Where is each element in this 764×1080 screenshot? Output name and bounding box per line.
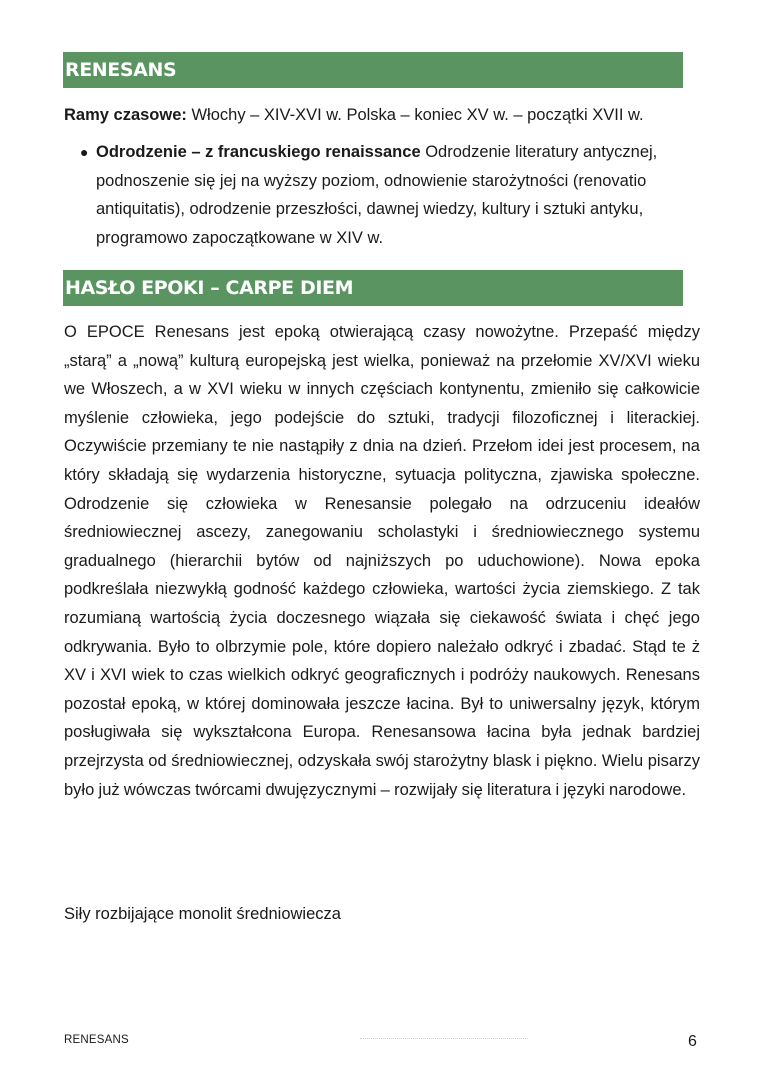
page-number: 6: [688, 1033, 697, 1050]
definition-text: Odrodzenie literatury antycznej, podnoszenie się jej na wyższy poziom, odnowienie starożytności (renovatio antiquitatis), odrodzenie przeszłości, dawnej wiedzy, kultury i sztuki antyku, programowo zapoczątkowane w XIV w.: [96, 143, 658, 247]
section-heading-carpe-diem: HASŁO EPOKI – CARPE DIEM: [63, 270, 683, 306]
subsection-line: Siły rozbijające monolit średniowiecza: [64, 905, 341, 923]
footer-label: RENESANS: [64, 1034, 129, 1046]
section-heading-renesans: RENESANS: [63, 52, 683, 88]
footer-divider: [360, 1038, 528, 1041]
epoch-description-paragraph: O EPOCE Renesans jest epoką otwierającą czasy nowożytne. Przepaść między „starą” a „nową” kulturą europejską jest wielka, ponieważ na przełomie XV/XVI wieku we Włoszech, a w XVI wieku w innych częściach kontynentu, zmieniło się całkowicie myślenie człowieka, jego podejście do sztuki, tradycji filozoficznej i literackiej. Oczywiście przemiany te nie nastąpiły z dnia na dzień. Przełom idei jest procesem, na który składają się wydarzenia historyczne, sytuacja polityczna, zjawiska społeczne. Odrodzenie się człowieka w Renesansie polegało na odrzuceniu ideałów średniowiecznej ascezy, zanegowaniu scholastyki i średniowiecznego systemu gradualnego (hierarchii bytów od najniższych po uduchowione). Nowa epoka podkreślała niezwykłą godność każdego człowieka, wartości życia ziemskiego. Z tak rozumianą wartością życia doczesnego wiązała się ciekawość świata i chęć jego odkrywania. Było to olbrzymie pole, które dopiero należało odkryć i zbadać. Stąd te ż XV i XVI wiek to czas wielkich odkryć geograficznych i podróży naukowych. Renesans pozostał epoką, w której dominowała jeszcze łacina. Był to uniwersalny język, którym posługiwała się wykształcona Europa. Renesansowa łacina była jednak bardziej przejrzysta od średniowiecznej, odzyskała swój starożytny blask i piękno. Wielu pisarzy było już wówczas twórcami dwujęzycznymi – rozwijały się literatura i języki narodowe.: [64, 323, 700, 799]
definition-term: Odrodzenie – z francuskiego renaissance: [96, 143, 421, 161]
bullet-icon: ●: [80, 144, 89, 160]
timeframe-line: [64, 101, 714, 129]
definition-list-item: [80, 138, 708, 252]
timeframe-text: Włochy – XIV-XVI w. Polska – koniec XV w. – początki XVII w.: [186, 106, 644, 124]
timeframe-label: Ramy czasowe:: [64, 106, 187, 124]
